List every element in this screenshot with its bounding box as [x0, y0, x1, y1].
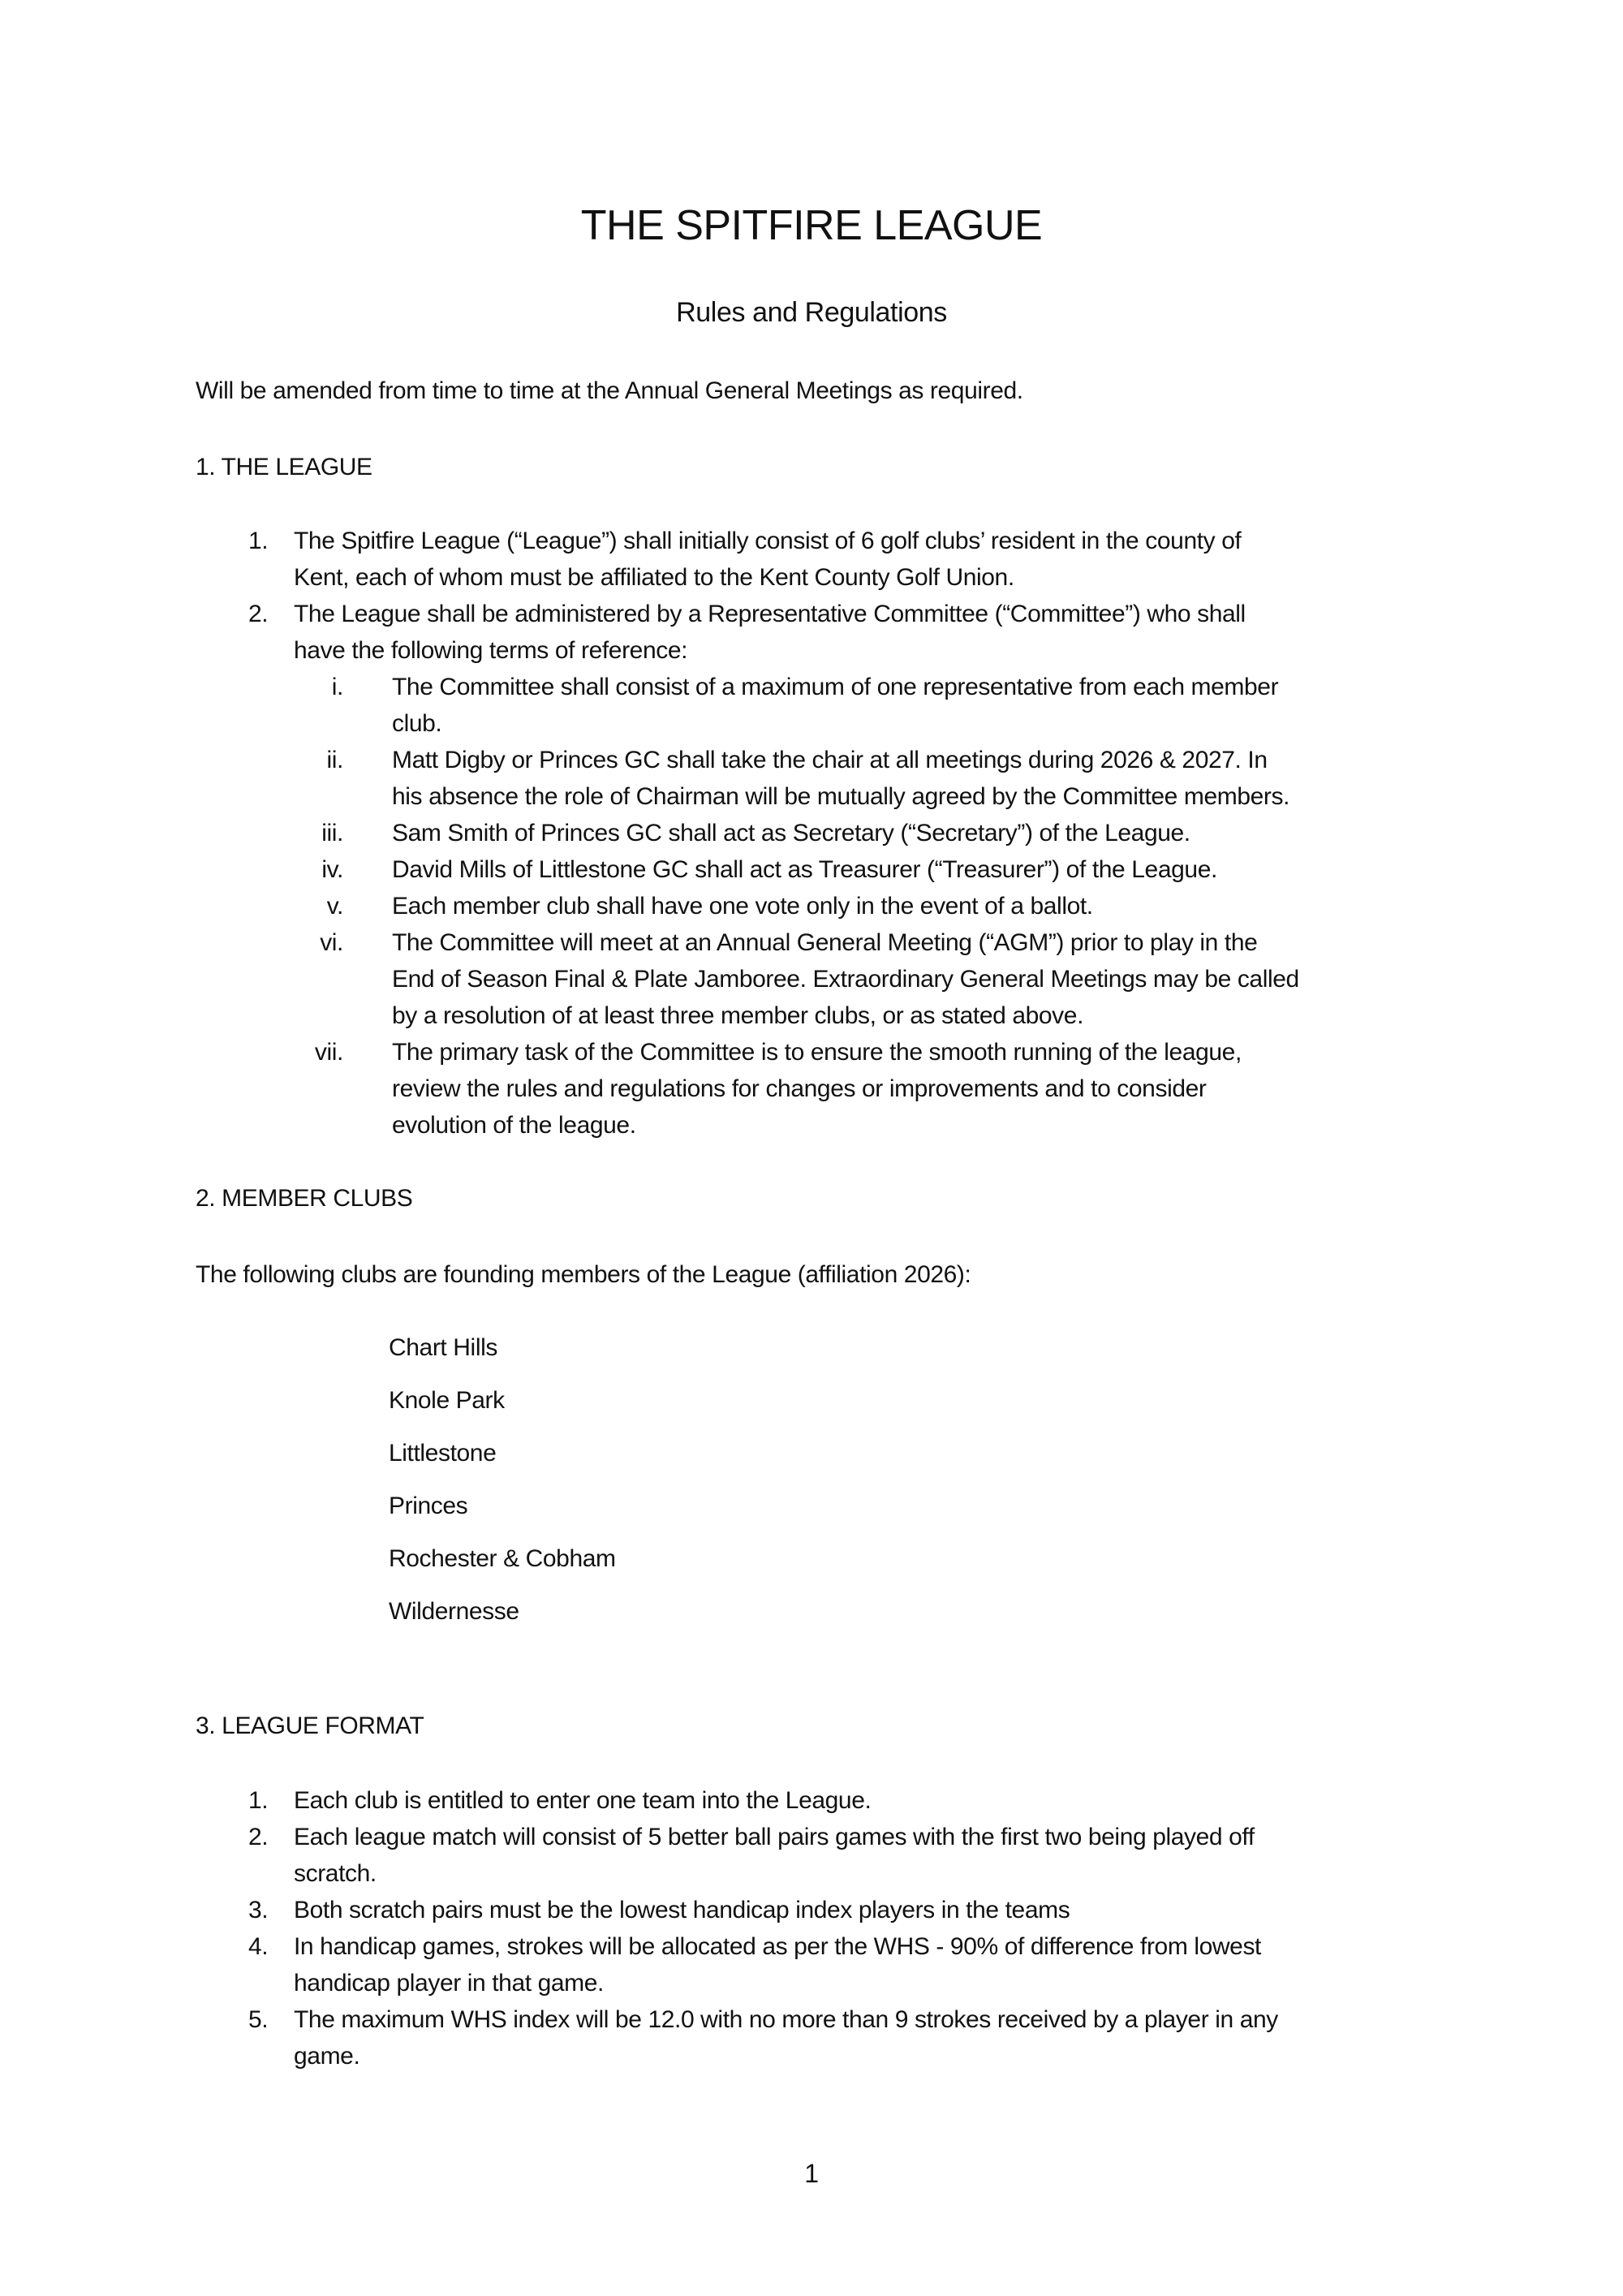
- list-number: v.: [326, 893, 343, 920]
- list-item: [196, 1782, 1494, 1819]
- list-item-text: [392, 924, 1494, 1034]
- list-item-line: Each club is entitled to enter one team into the League.: [294, 1787, 872, 1814]
- list-item-line: The League shall be administered by a Representative Committee (“Committee”) who shall: [294, 601, 1246, 627]
- list-item-line: Each member club shall have one vote only in the event of a ballot.: [392, 893, 1093, 920]
- list-item-text: [294, 2001, 1494, 2074]
- list-number: ii.: [326, 747, 343, 773]
- list-item-text: [392, 851, 1494, 888]
- list-item-line: game.: [294, 2043, 360, 2070]
- club-name: Rochester & Cobham: [389, 1545, 616, 1572]
- list-item-text: [294, 1819, 1494, 1892]
- list-item-text: [294, 1892, 1494, 1928]
- list-number: 2.: [248, 1824, 269, 1850]
- list-item-line: Each league match will consist of 5 better ball pairs games with the first two being played off: [294, 1824, 1255, 1850]
- list-number: 5.: [248, 2006, 269, 2033]
- list-number: 1.: [248, 1787, 269, 1814]
- list-item-line: David Mills of Littlestone GC shall act as Treasurer (“Treasurer”) of the League.: [392, 856, 1217, 883]
- list-number: 3.: [248, 1897, 269, 1923]
- list-item-line: End of Season Final & Plate Jamboree. Extraordinary General Meetings may be called: [392, 966, 1299, 993]
- list-item-line: by a resolution of at least three member clubs, or as stated above.: [392, 1002, 1084, 1029]
- list-number: iv.: [321, 856, 343, 883]
- section-heading-league: 1. THE LEAGUE: [196, 454, 372, 480]
- list-item-line: review the rules and regulations for changes or improvements and to consider: [392, 1075, 1207, 1102]
- league-format-list: [196, 1782, 1494, 2074]
- list-number: vii.: [314, 1039, 343, 1066]
- list-item-line: scratch.: [294, 1860, 377, 1887]
- list-item: [196, 815, 1494, 851]
- document-title: THE SPITFIRE LEAGUE: [580, 202, 1043, 249]
- list-item-line: The primary task of the Committee is to ensure the smooth running of the league,: [392, 1039, 1242, 1066]
- list-item-line: Sam Smith of Princes GC shall act as Secretary (“Secretary”) of the League.: [392, 820, 1190, 846]
- list-item-line: Kent, each of whom must be affiliated to the Kent County Golf Union.: [294, 564, 1014, 591]
- list-item-line: The Spitfire League (“League”) shall initially consist of 6 golf clubs’ resident in the county of: [294, 528, 1242, 554]
- list-item: [196, 1892, 1494, 1928]
- list-number: iii.: [321, 820, 343, 846]
- intro-paragraph: Will be amended from time to time at the Annual General Meetings as required.: [196, 377, 1023, 404]
- list-item-text: [392, 742, 1494, 815]
- list-item-text: [294, 523, 1494, 596]
- list-item-text: [294, 596, 1494, 669]
- list-item-line: his absence the role of Chairman will be mutually agreed by the Committee members.: [392, 783, 1290, 810]
- list-item: [196, 1928, 1494, 2001]
- list-item-line: Matt Digby or Princes GC shall take the chair at all meetings during 2026 & 2027. In: [392, 747, 1268, 773]
- list-item: [196, 2001, 1494, 2074]
- club-name: Littlestone: [389, 1440, 497, 1467]
- list-item-text: [392, 669, 1494, 742]
- list-item-line: have the following terms of reference:: [294, 637, 688, 664]
- list-number: 2.: [248, 601, 269, 627]
- list-item-line: evolution of the league.: [392, 1112, 636, 1139]
- list-item-line: handicap player in that game.: [294, 1970, 604, 1997]
- list-number: 4.: [248, 1933, 269, 1960]
- list-item-line: In handicap games, strokes will be allocated as per the WHS - 90% of difference from lowest: [294, 1933, 1261, 1960]
- list-item: [196, 924, 1494, 1034]
- list-item: [196, 669, 1494, 742]
- list-item-text: [392, 888, 1494, 924]
- club-name: Princes: [389, 1493, 468, 1519]
- list-item: [196, 1034, 1494, 1144]
- list-item: [196, 888, 1494, 924]
- list-number: i.: [331, 674, 343, 700]
- list-number: 1.: [248, 528, 269, 554]
- list-item: [196, 851, 1494, 888]
- list-item-line: The maximum WHS index will be 12.0 with no more than 9 strokes received by a player in any: [294, 2006, 1278, 2033]
- list-item: [196, 596, 1494, 669]
- club-name: Knole Park: [389, 1387, 505, 1414]
- list-item-text: [294, 1928, 1494, 2001]
- list-item-line: The Committee shall consist of a maximum of one representative from each member: [392, 674, 1279, 700]
- list-item-text: [294, 1782, 1494, 1819]
- list-item-text: [392, 1034, 1494, 1144]
- list-item: [196, 742, 1494, 815]
- list-item: [196, 523, 1494, 596]
- list-item-text: [392, 815, 1494, 851]
- club-name: Wildernesse: [389, 1598, 519, 1625]
- list-item-line: The Committee will meet at an Annual General Meeting (“AGM”) prior to play in the: [392, 929, 1258, 956]
- document-subtitle: Rules and Regulations: [676, 297, 947, 328]
- section-heading-member-clubs: 2. MEMBER CLUBS: [196, 1185, 413, 1212]
- list-item-line: Both scratch pairs must be the lowest handicap index players in the teams: [294, 1897, 1070, 1923]
- member-clubs-list: [0, 1321, 616, 1638]
- page-number: 1: [804, 2159, 819, 2188]
- club-name: Chart Hills: [389, 1334, 497, 1361]
- section-heading-league-format: 3. LEAGUE FORMAT: [196, 1712, 424, 1739]
- list-item-line: club.: [392, 710, 442, 737]
- list-number: vi.: [320, 929, 343, 956]
- member-clubs-intro: The following clubs are founding members of the League (affiliation 2026):: [196, 1261, 971, 1288]
- list-item: [196, 1819, 1494, 1892]
- league-rules-list: [196, 523, 1494, 1144]
